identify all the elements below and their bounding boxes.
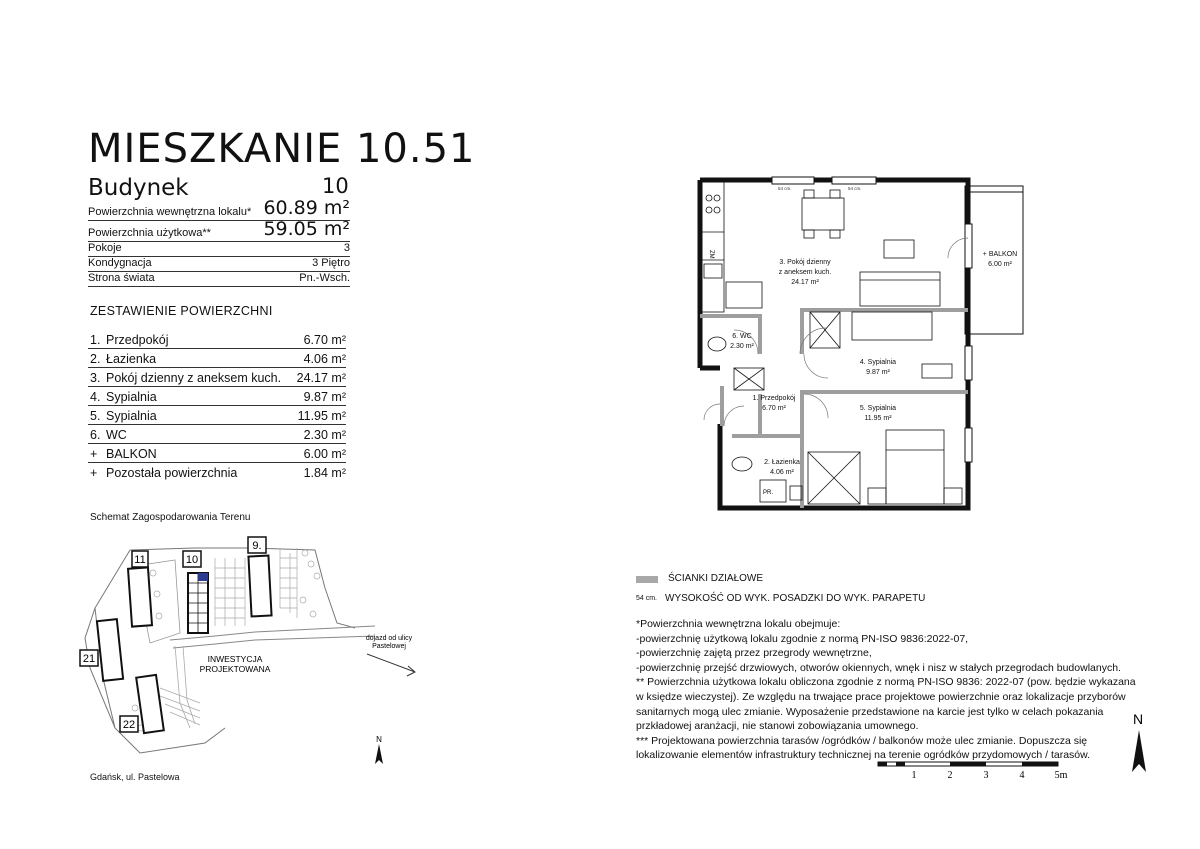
room-row: [88, 330, 346, 349]
scale-tick: 3: [983, 770, 989, 781]
room-number: +: [90, 447, 98, 461]
scale-tick: 4: [1019, 770, 1025, 781]
room-label: 2. Łazienka: [764, 459, 800, 466]
room-label: z aneksem kuch.: [778, 269, 832, 276]
scale-tick: 2: [947, 770, 953, 781]
room-name: Łazienka: [106, 352, 157, 366]
info-row: [88, 220, 350, 242]
footnote-line: w księdze wieczystej). Ze względu na trwające prace projektowe powierzchnie oraz lokalizacje przyborów: [636, 690, 1126, 703]
room-summary-table: [88, 330, 348, 486]
room-label: 6. WC: [732, 333, 752, 340]
footnotes: [636, 617, 1136, 763]
room-area: 6.00 m²: [303, 447, 346, 461]
footnote-line: -powierzchnię użytkową lokalu zgodnie z normą PN-ISO 9836:2022-07,: [636, 632, 969, 645]
room-name: Sypialnia: [106, 390, 157, 404]
building-tag: [120, 716, 138, 732]
building-tag: [80, 650, 98, 666]
footnote-line: -powierzchnię przejść drzwiowych, otworów okiennych, wnęk i nisz w stałych przegrodach budowlanych.: [636, 661, 1121, 674]
room-label: 2.30 m²: [730, 343, 754, 350]
info-label: Kondygnacja: [88, 257, 152, 269]
room-name: Pokój dzienny z aneksem kuch.: [106, 371, 282, 385]
sill-height-prefix: 54 cm.: [636, 595, 658, 602]
site-plan-map: [75, 528, 445, 778]
info-value: 3: [343, 242, 350, 254]
info-label: Pokoje: [88, 242, 122, 254]
access-label: Pastelowej: [372, 643, 406, 650]
room-number: 6.: [90, 428, 101, 442]
access-label: dojazd od ulicy: [365, 635, 413, 642]
room-name: BALKON: [106, 447, 157, 461]
sill-height-tag: 54 cm.: [778, 186, 792, 191]
scale-tick: 1: [911, 770, 917, 781]
site-plan-heading: Schemat Zagospodarowania Terenu: [90, 512, 251, 523]
room-area: 4.06 m²: [303, 352, 346, 366]
building-label: Budynek: [88, 175, 189, 201]
room-name: Przedpokój: [106, 333, 169, 347]
room-label: 4.06 m²: [770, 469, 794, 476]
fixture-label: PR.: [763, 490, 774, 496]
room-label: 11.95 m²: [864, 415, 892, 422]
floor-plan: [690, 168, 1040, 518]
room-label: 4. Sypialnia: [859, 359, 897, 366]
summary-heading: ZESTAWIENIE POWIERZCHNI: [90, 304, 273, 318]
footnote-line: *** Projektowana powierzchnia tarasów /ogródków / balkonów może ulec zmianie. Dopuszcza się: [636, 734, 1088, 747]
info-row: [88, 241, 350, 257]
investment-label: PROJEKTOWANA: [199, 664, 271, 674]
building-tag: [132, 551, 148, 567]
info-label: Strona świata: [88, 272, 155, 284]
sill-height-legend: WYSOKOŚĆ OD WYK. POSADZKI DO WYK. PARAPETU: [665, 593, 926, 604]
info-row: [88, 271, 350, 287]
north-arrow: [1126, 710, 1152, 774]
room-row: [88, 368, 346, 387]
info-row: [88, 256, 350, 272]
room-label: 24.17 m²: [791, 279, 819, 286]
room-name: Sypialnia: [106, 409, 157, 423]
info-value: Pn.-Wsch.: [299, 272, 350, 284]
room-area: 24.17 m²: [296, 371, 346, 385]
room-name: Pozostała powierzchnia: [106, 466, 238, 480]
room-number: 2.: [90, 352, 101, 366]
footnote-line: sanitarnych mogą ulec zmianie. Wyposażenie przedstawione na karcie jest tylko w celach pokazania: [636, 705, 1104, 718]
building-tag-label: 10: [185, 554, 199, 566]
room-row: [88, 463, 346, 481]
room-number: 4.: [90, 390, 101, 404]
building-tag-label: 22: [122, 719, 136, 731]
info-value: 3 Piętro: [312, 257, 350, 269]
room-area: 11.95 m²: [297, 409, 346, 423]
room-row: [88, 444, 346, 463]
room-area: 9.87 m²: [303, 390, 346, 404]
room-label: 9.87 m²: [866, 369, 890, 376]
room-number: 1.: [90, 333, 101, 347]
north-arrow-icon: [375, 744, 383, 764]
north-arrow-icon: [1132, 730, 1146, 772]
room-row: [88, 349, 346, 368]
room-number: 5.: [90, 409, 101, 423]
building-number: 10: [322, 174, 349, 198]
room-label: 5. Sypialnia: [859, 405, 897, 412]
building-tag: [248, 537, 266, 553]
building-tag-label: 11: [134, 554, 146, 566]
investment-label: INWESTYCJA: [207, 654, 263, 664]
room-label: + BALKON: [982, 251, 1018, 258]
footnote-line: przkładowej aranżacji, nie stanowi zobowiązania umownego.: [636, 720, 919, 733]
info-label: Powierzchnia użytkowa**: [88, 227, 211, 239]
access-arrow-icon: [367, 654, 415, 676]
location-label: Gdańsk, ul. Pastelowa: [90, 772, 180, 782]
room-name: WC: [106, 428, 127, 442]
room-row: [88, 387, 346, 406]
footnote-line: -powierzchnię zajętą przez przegrody wewnętrzne,: [636, 647, 872, 660]
page-title: MIESZKANIE 10.51: [88, 126, 476, 172]
building-tag: [183, 551, 201, 567]
footnote-line: lokalizowanie elementów infrastruktury technicznej na terenie ogródków przydomowych / tarasów.: [636, 749, 1091, 762]
scale-tick: 5m: [1054, 770, 1068, 781]
room-label: 1. Przedpokój: [752, 395, 796, 402]
scale-bar: [876, 758, 1076, 784]
room-area: 1.84 m²: [303, 466, 346, 480]
room-label: 3. Pokój dzienny: [779, 259, 831, 266]
partition-wall-legend: ŚCIANKI DZIAŁOWE: [668, 573, 764, 584]
sill-height-tag: 54 cm.: [848, 186, 862, 191]
partition-wall-swatch: [636, 576, 658, 583]
info-label: Powierzchnia wewnętrzna lokalu*: [88, 206, 252, 218]
room-number: 3.: [90, 371, 101, 385]
room-row: [88, 425, 346, 444]
room-area: 2.30 m²: [303, 428, 346, 442]
room-label: 6.00 m²: [988, 261, 1012, 268]
apartment-info: [88, 197, 350, 290]
building-tag-label: 9.: [252, 540, 262, 552]
north-label: N: [1132, 711, 1144, 727]
room-number: +: [90, 466, 98, 480]
room-label: 6.70 m²: [762, 405, 786, 412]
building-tag-label: 21: [82, 653, 96, 665]
footnote-line: *Powierzchnia wewnętrzna lokalu obejmuje:: [636, 618, 841, 630]
room-row: [88, 406, 346, 425]
room-area: 6.70 m²: [303, 333, 346, 347]
north-label: N: [376, 735, 382, 744]
footnote-line: ** Powierzchnia użytkowa lokalu obliczona zgodnie z normą PN-ISO 9836: 2022-07 (pow. będzie wykazana: [636, 676, 1136, 689]
info-value: 60.89 m²: [263, 197, 350, 219]
fixture-label: ZM: [708, 250, 714, 259]
info-value: 59.05 m²: [263, 218, 350, 240]
